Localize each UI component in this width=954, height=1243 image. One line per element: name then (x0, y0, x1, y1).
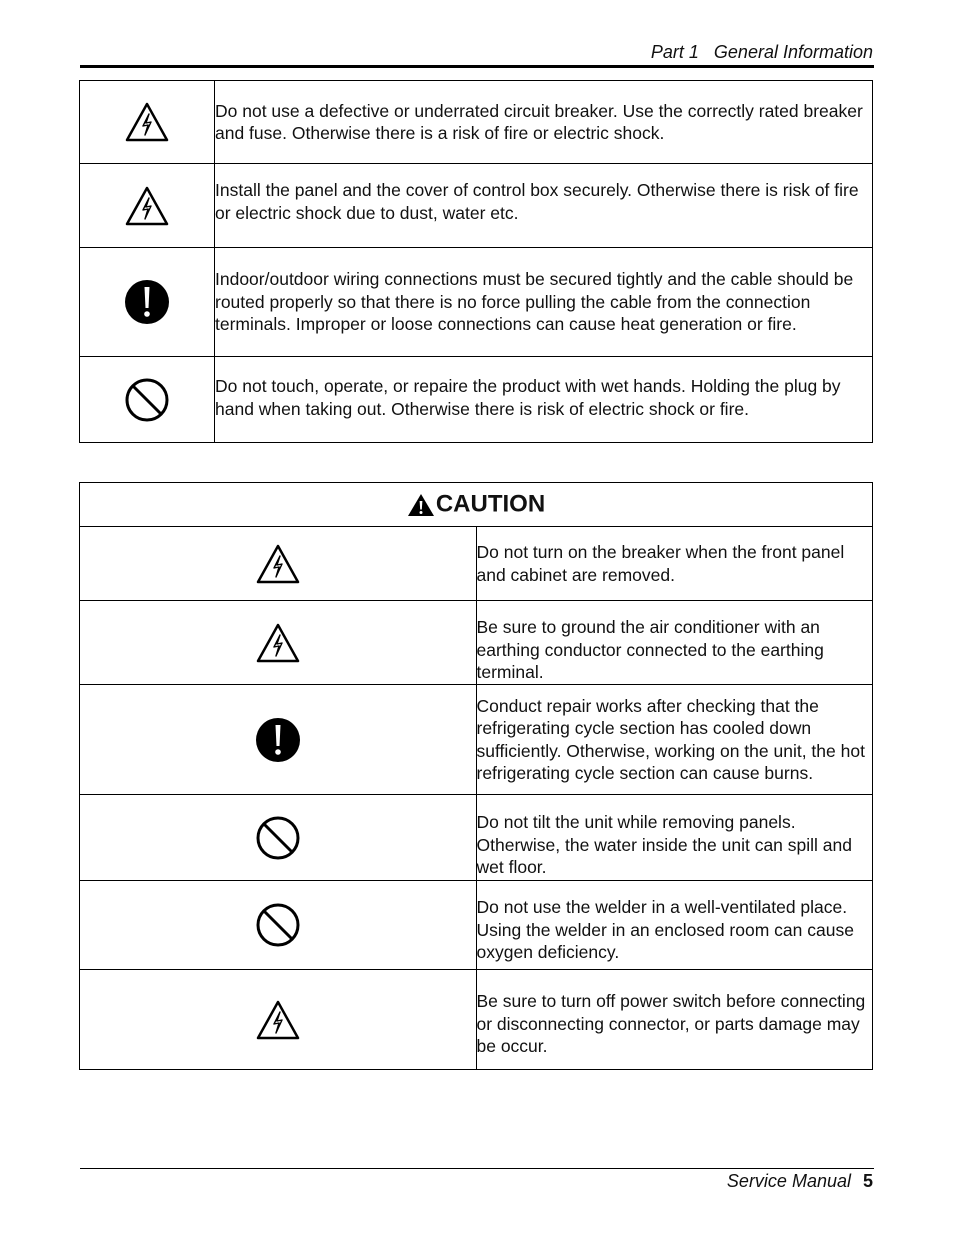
caution-text: Do not turn on the breaker when the front panel and cabinet are removed. (476, 527, 873, 601)
caution-table (79, 482, 873, 1070)
warning-text: Indoor/outdoor wiring connections must be secured tightly and the cable should be routed properly so that there is no force pulling the cable from the connection terminals. Improper or loose connections can cause heat generation or fire. (215, 248, 873, 357)
caution-text: Conduct repair works after checking that the refrigerating cycle section has cooled down sufficiently. Otherwise, working on the unit, the hot refrigerating cycle section can cause burns. (476, 685, 873, 795)
caution-text: Be sure to turn off power switch before connecting or disconnecting connector, or parts damage may be occur. (476, 970, 873, 1070)
electric-shock-warning-icon (255, 543, 301, 585)
footer-rule (80, 1168, 874, 1169)
prohibition-icon (255, 902, 301, 948)
prohibition-icon (124, 377, 170, 423)
electric-shock-warning-icon (124, 185, 170, 227)
table-row (80, 357, 873, 443)
table-row (80, 795, 873, 881)
electric-shock-warning-icon (255, 999, 301, 1041)
caution-header-row (80, 483, 873, 527)
footer-title: Service Manual (726, 1171, 851, 1191)
page-header-section: Part 1 General Information (650, 42, 873, 62)
electric-shock-warning-icon (255, 622, 301, 664)
header-rule (80, 65, 874, 68)
table-row (80, 601, 873, 685)
table-row (80, 527, 873, 601)
table-row (80, 81, 873, 164)
warning-table (79, 80, 873, 443)
table-row (80, 685, 873, 795)
mandatory-exclamation-icon (255, 717, 301, 763)
table-row (80, 881, 873, 970)
mandatory-exclamation-icon (124, 279, 170, 325)
warning-text: Do not use a defective or underrated circuit breaker. Use the correctly rated breaker and fuse. Otherwise there is a risk of fire or electric shock. (215, 81, 873, 164)
caution-text: Do not use the welder in a well-ventilated place. Using the welder in an enclosed room can cause oxygen deficiency. (476, 881, 873, 970)
page-number: 5 (862, 1171, 873, 1191)
prohibition-icon (255, 815, 301, 861)
electric-shock-warning-icon (124, 101, 170, 143)
warning-text: Install the panel and the cover of control box securely. Otherwise there is risk of fire or electric shock due to dust, water etc. (215, 164, 873, 248)
table-row (80, 164, 873, 248)
warning-text: Do not touch, operate, or repaire the product with wet hands. Holding the plug by hand when taking out. Otherwise there is risk of electric shock or fire. (215, 357, 873, 443)
caution-text: Do not tilt the unit while removing panels. Otherwise, the water inside the unit can spill and wet floor. (476, 795, 873, 881)
caution-title: CAUTION (435, 490, 546, 518)
table-row (80, 970, 873, 1070)
table-row (80, 248, 873, 357)
page-footer (727, 1171, 873, 1192)
caution-triangle-icon (407, 493, 435, 517)
caution-text: Be sure to ground the air conditioner with an earthing conductor connected to the earthing terminal. (476, 601, 873, 685)
